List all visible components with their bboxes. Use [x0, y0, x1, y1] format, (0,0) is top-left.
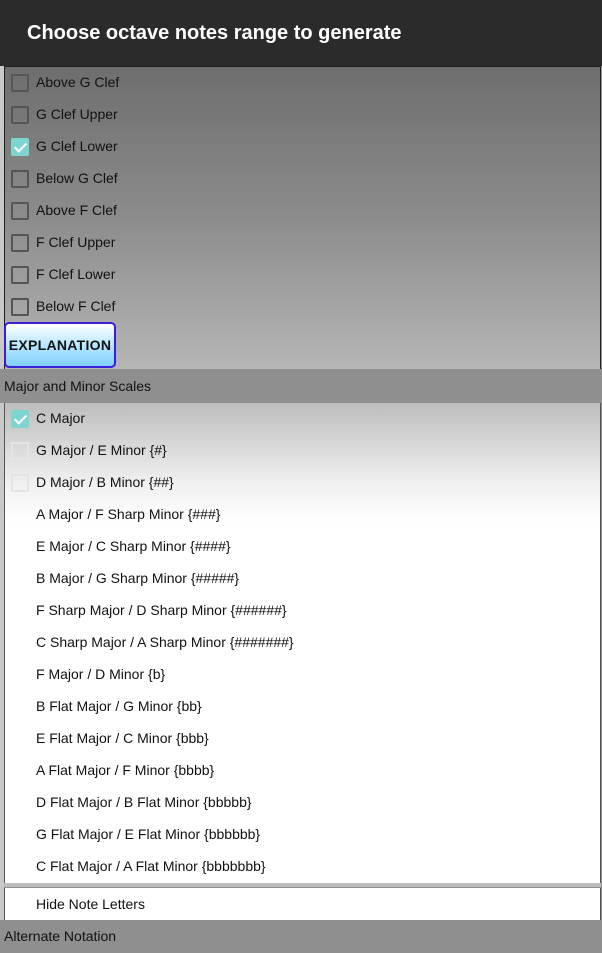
- option-label: F Clef Upper: [36, 234, 116, 250]
- option-label: E Flat Major / C Minor {bbb}: [36, 730, 209, 746]
- option-label: C Major: [36, 410, 86, 426]
- checkbox-icon[interactable]: [11, 170, 29, 188]
- option-label: C Flat Major / A Flat Minor {bbbbbbb}: [36, 858, 266, 874]
- octave-option-above-f-clef[interactable]: [5, 195, 600, 227]
- option-label: F Major / D Minor {b}: [36, 666, 166, 682]
- scale-option[interactable]: [5, 691, 600, 723]
- alternate-notation-header: [0, 920, 602, 953]
- scale-option[interactable]: [5, 627, 600, 659]
- option-label: G Major / E Minor {#}: [36, 442, 167, 458]
- scales-list: [4, 403, 601, 883]
- section-title: Alternate Notation: [4, 928, 117, 944]
- option-label: B Major / G Sharp Minor {#####}: [36, 570, 240, 586]
- option-label: E Major / C Sharp Minor {####}: [36, 538, 231, 554]
- option-label: Below F Clef: [36, 298, 116, 314]
- octave-option-g-clef-upper[interactable]: [5, 99, 600, 131]
- option-label: D Major / B Minor {##}: [36, 474, 174, 490]
- divider: [4, 883, 601, 887]
- scale-option[interactable]: [5, 467, 600, 499]
- explanation-button[interactable]: EXPLANATION: [4, 322, 116, 368]
- checkbox-icon[interactable]: [11, 106, 29, 124]
- checkbox-icon[interactable]: [11, 442, 29, 460]
- option-label: Above F Clef: [36, 202, 117, 218]
- option-label: G Clef Upper: [36, 106, 118, 122]
- checkbox-icon[interactable]: [11, 74, 29, 92]
- option-label: B Flat Major / G Minor {bb}: [36, 698, 202, 714]
- option-label: G Clef Lower: [36, 138, 118, 154]
- scale-option[interactable]: [5, 819, 600, 851]
- scale-option[interactable]: [5, 531, 600, 563]
- checkbox-icon[interactable]: [11, 298, 29, 316]
- checkbox-icon[interactable]: [11, 474, 29, 492]
- checkbox-checked-icon[interactable]: [11, 410, 29, 428]
- dialog-title: Choose octave notes range to generate: [27, 22, 402, 44]
- option-label: F Sharp Major / D Sharp Minor {######}: [36, 602, 287, 618]
- option-label: Above G Clef: [36, 74, 120, 90]
- option-label: A Major / F Sharp Minor {###}: [36, 506, 221, 522]
- octave-option-below-f-clef[interactable]: [5, 291, 600, 323]
- scale-option[interactable]: [5, 755, 600, 787]
- scale-option[interactable]: [5, 851, 600, 883]
- octave-option-f-clef-upper[interactable]: [5, 227, 600, 259]
- scale-option[interactable]: [5, 723, 600, 755]
- octave-option-above-g-clef[interactable]: [5, 67, 600, 99]
- octave-option-g-clef-lower[interactable]: [5, 131, 600, 163]
- option-label: F Clef Lower: [36, 266, 116, 282]
- checkbox-checked-icon[interactable]: [11, 138, 29, 156]
- option-label: A Flat Major / F Minor {bbbb}: [36, 762, 215, 778]
- scales-section-header: [0, 369, 602, 403]
- scale-option[interactable]: [5, 435, 600, 467]
- scale-option[interactable]: [5, 403, 600, 435]
- checkbox-icon[interactable]: [11, 202, 29, 220]
- checkbox-icon[interactable]: [11, 266, 29, 284]
- checkbox-icon[interactable]: [11, 234, 29, 252]
- option-label: C Sharp Major / A Sharp Minor {#######}: [36, 634, 294, 650]
- hide-note-letters-row[interactable]: [4, 888, 601, 920]
- scale-option[interactable]: [5, 563, 600, 595]
- option-label: Hide Note Letters: [36, 896, 145, 912]
- dialog-header: [0, 0, 602, 66]
- scale-option[interactable]: [5, 595, 600, 627]
- scale-option[interactable]: [5, 787, 600, 819]
- scale-option[interactable]: [5, 659, 600, 691]
- option-label: G Flat Major / E Flat Minor {bbbbbb}: [36, 826, 261, 842]
- section-title: Major and Minor Scales: [4, 378, 152, 394]
- option-label: D Flat Major / B Flat Minor {bbbbb}: [36, 794, 252, 810]
- octave-option-f-clef-lower[interactable]: [5, 259, 600, 291]
- scale-option[interactable]: [5, 499, 600, 531]
- option-label: Below G Clef: [36, 170, 118, 186]
- octave-option-below-g-clef[interactable]: [5, 163, 600, 195]
